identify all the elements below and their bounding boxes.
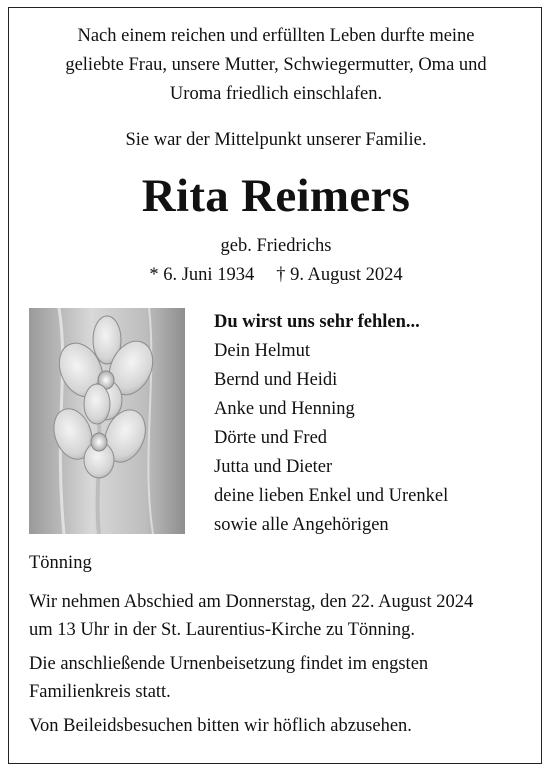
intro-line: geliebte Frau, unsere Mutter, Schwiegermutter, Oma und	[65, 55, 487, 75]
mourner-name: Dein Helmut	[214, 341, 311, 361]
urn-burial-line: Die anschließende Urnenbeisetzung findet im engsten	[29, 654, 429, 674]
farewell-line: um 13 Uhr in der St. Laurentius-Kirche zu Tönning.	[29, 620, 416, 640]
mourner-name: Jutta und Dieter	[214, 457, 333, 477]
orchid-image	[29, 308, 185, 534]
mourner-name: Anke und Henning	[214, 399, 355, 419]
mourner-name: sowie alle Angehörigen	[214, 515, 389, 535]
farewell-paragraph	[29, 588, 539, 644]
mourners-headline: Du wirst uns sehr fehlen...	[214, 312, 420, 332]
service-information	[29, 588, 539, 746]
condolence-paragraph: Von Beileidsbesuchen bitten wir höflich abzusehen.	[29, 716, 412, 736]
death-date: † 9. August 2024	[276, 265, 403, 285]
urn-burial-paragraph	[29, 650, 539, 706]
life-dates	[9, 265, 543, 286]
intro-line: Uroma friedlich einschlafen.	[169, 84, 383, 104]
mourners-list	[214, 308, 448, 540]
centerpiece-quote: Sie war der Mittelpunkt unserer Familie.	[125, 130, 427, 150]
farewell-line: Wir nehmen Abschied am Donnerstag, den 22. August 2024	[29, 592, 474, 612]
mourner-name: Bernd und Heidi	[214, 370, 338, 390]
maiden-name: geb. Friedrichs	[220, 236, 332, 256]
orchid-flowers-icon	[29, 308, 185, 534]
mourner-name: deine lieben Enkel und Urenkel	[214, 486, 449, 506]
intro-text	[9, 22, 543, 109]
intro-line: Nach einem reichen und erfüllten Leben durfte meine	[77, 26, 475, 46]
place-name: Tönning	[29, 553, 92, 573]
deceased-name: Rita Reimers	[141, 170, 411, 222]
mourner-name: Dörte und Fred	[214, 428, 328, 448]
obituary-notice	[8, 7, 542, 764]
urn-burial-line: Familienkreis statt.	[29, 682, 171, 702]
birth-date: * 6. Juni 1934	[149, 265, 255, 285]
